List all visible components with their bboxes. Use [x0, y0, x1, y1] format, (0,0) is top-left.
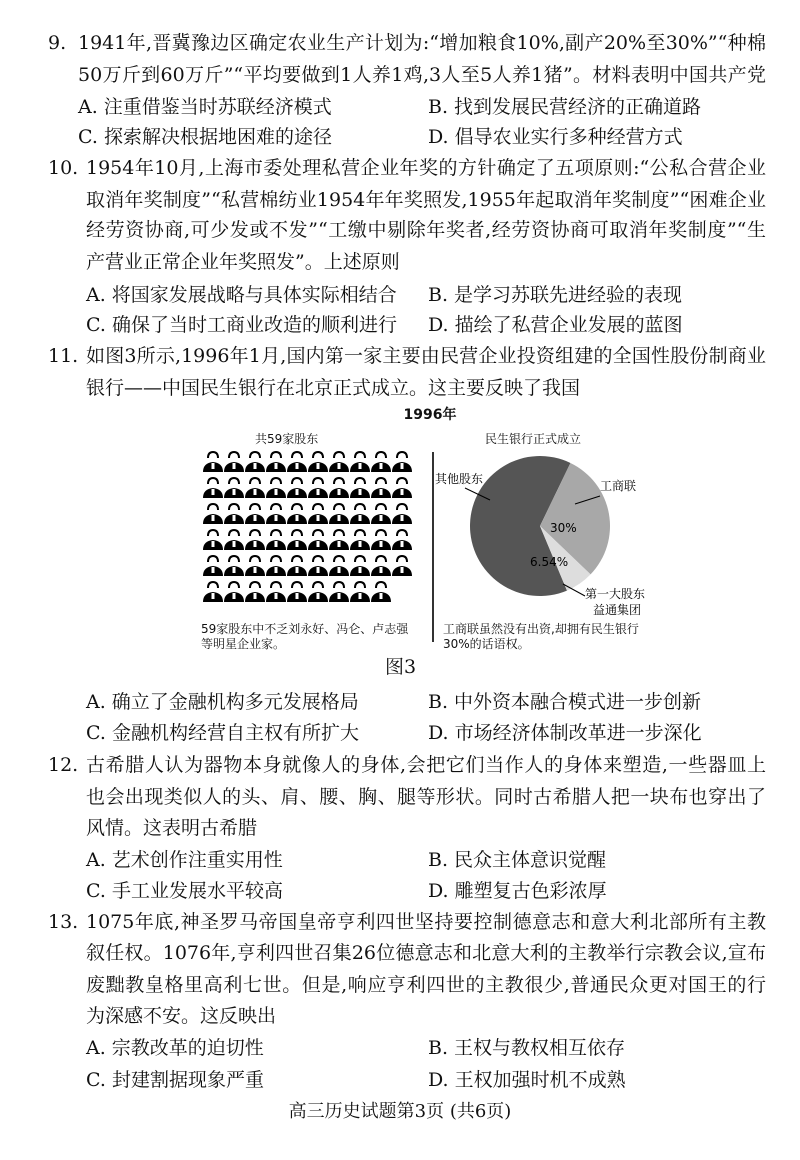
shareholder-person-icon — [203, 528, 221, 550]
shareholder-person-icon — [224, 528, 242, 550]
pie-label-other-shareholders: 其他股东 — [435, 472, 484, 486]
shareholder-person-icon — [245, 450, 263, 472]
option-a[interactable]: A. 注重借鉴当时苏联经济模式 — [78, 96, 332, 118]
shareholder-person-icon — [203, 580, 221, 602]
shareholder-person-icon — [392, 554, 410, 576]
shareholder-person-icon — [224, 502, 242, 524]
shareholder-person-icon — [308, 528, 326, 550]
shareholder-person-icon — [287, 580, 305, 602]
question-number: 13. — [48, 911, 79, 933]
shareholder-person-icon — [392, 476, 410, 498]
option-c[interactable]: C. 探索解决根据地困难的途径 — [78, 126, 332, 148]
option-b[interactable]: B. 找到发展民营经济的正确道路 — [428, 96, 702, 118]
shareholder-person-icon — [245, 580, 263, 602]
shareholder-person-icon — [224, 554, 242, 576]
shareholder-person-icon — [245, 554, 263, 576]
option-c[interactable]: C. 金融机构经营自主权有所扩大 — [86, 722, 359, 744]
shareholder-person-icon — [329, 528, 347, 550]
option-d[interactable]: D. 市场经济体制改革进一步深化 — [428, 722, 702, 744]
option-c[interactable]: C. 封建割据现象严重 — [86, 1069, 264, 1091]
option-c[interactable]: C. 手工业发展水平较高 — [86, 880, 283, 902]
question-text: 风情。这表明古希腊 — [86, 817, 258, 839]
option-a[interactable]: A. 艺术创作注重实用性 — [86, 849, 283, 871]
left-panel-title: 共59家股东 — [255, 432, 319, 446]
option-a[interactable]: A. 确立了金融机构多元发展格局 — [86, 691, 359, 713]
shareholder-person-icon — [203, 476, 221, 498]
question-number: 12. — [48, 754, 79, 776]
option-d[interactable]: D. 王权加强时机不成熟 — [428, 1069, 626, 1091]
shareholder-person-icon — [329, 554, 347, 576]
shareholder-person-icon — [287, 450, 305, 472]
pie-label-federation: 工商联 — [600, 479, 637, 493]
shareholder-person-icon — [266, 554, 284, 576]
shareholder-person-icon — [392, 502, 410, 524]
question-text: 1954年10月,上海市委处理私营企业年奖的方针确定了五项原则:“公私合营企业 — [86, 157, 766, 179]
shareholder-person-icon — [371, 580, 389, 602]
shareholder-person-icon — [350, 450, 368, 472]
pie-label-largest-shareholder: 益通集团 — [593, 603, 642, 617]
shareholder-person-icon — [224, 476, 242, 498]
shareholder-person-icon — [203, 450, 221, 472]
shareholder-person-icon — [308, 450, 326, 472]
right-caption: 30%的话语权。 — [443, 637, 530, 651]
shareholder-person-icon — [287, 528, 305, 550]
left-caption: 等明星企业家。 — [201, 637, 286, 651]
option-d[interactable]: D. 倡导农业实行多种经营方式 — [428, 126, 683, 148]
question-text: 叙任权。1076年,亨利四世召集26位德意志和北意大利的主教举行宗教会议,宣布 — [86, 942, 766, 964]
panel-divider — [432, 452, 434, 642]
shareholder-person-icon — [203, 554, 221, 576]
shareholder-person-icon — [350, 528, 368, 550]
shareholder-person-icon — [329, 502, 347, 524]
question-text: 经劳资协商,可少发或不发”“工缴中剔除年奖者,经劳资协商可取消年奖制度”“生 — [86, 219, 766, 241]
shareholder-person-icon — [371, 554, 389, 576]
question-text: 废黜教皇格里高利七世。但是,响应亨利四世的主教很少,普通民众更对国王的行 — [86, 974, 766, 996]
shareholder-person-icon — [287, 502, 305, 524]
pie-label-largest-shareholder: 第一大股东 — [585, 587, 646, 601]
shareholder-person-icon — [371, 528, 389, 550]
shareholder-person-icon — [350, 554, 368, 576]
question-text: 1075年底,神圣罗马帝国皇帝亨利四世坚持要控制德意志和意大利北部所有主教 — [86, 911, 766, 933]
question-number: 10. — [48, 157, 79, 179]
pie-value-label: 30% — [550, 521, 577, 535]
question-text: 取消年奖制度”“私营棉纺业1954年年奖照发,1955年起取消年奖制度”“困难企业 — [86, 189, 766, 211]
shareholder-person-icon — [392, 528, 410, 550]
shareholder-person-icon — [266, 528, 284, 550]
figure-title: 1996年 — [403, 407, 457, 423]
shareholder-person-icon — [371, 476, 389, 498]
option-a[interactable]: A. 宗教改革的迫切性 — [86, 1037, 264, 1059]
option-b[interactable]: B. 是学习苏联先进经验的表现 — [428, 284, 683, 306]
question-text: 古希腊人认为器物本身就像人的身体,会把它们当作人的身体来塑造,一些器皿上 — [86, 754, 766, 776]
question-text: 50万斤到60万斤”“平均要做到1人养1鸡,3人至5人养1猪”。材料表明中国共产党 — [78, 64, 766, 86]
option-b[interactable]: B. 中外资本融合模式进一步创新 — [428, 691, 702, 713]
shareholder-person-icon — [245, 476, 263, 498]
question-text: 也会出现类似人的头、肩、腰、胸、腿等形状。同时古希腊人把一块布也穿出了 — [86, 786, 766, 808]
option-b[interactable]: B. 王权与教权相互依存 — [428, 1037, 626, 1059]
shareholder-person-icon — [329, 580, 347, 602]
shareholder-person-icon — [329, 476, 347, 498]
page-footer: 高三历史试题第3页 (共6页) — [288, 1101, 512, 1122]
option-d[interactable]: D. 描绘了私营企业发展的蓝图 — [428, 314, 683, 336]
left-caption: 59家股东中不乏刘永好、冯仑、卢志强 — [201, 622, 409, 636]
question-text: 银行——中国民生银行在北京正式成立。这主要反映了我国 — [86, 377, 581, 399]
shareholder-person-icon — [392, 450, 410, 472]
pie-chart — [435, 448, 665, 638]
shareholder-person-icon — [245, 502, 263, 524]
shareholder-person-icon — [350, 580, 368, 602]
question-number: 9. — [48, 32, 67, 54]
shareholder-person-icon — [224, 450, 242, 472]
shareholder-person-icon — [308, 554, 326, 576]
shareholder-person-icon — [350, 502, 368, 524]
right-caption: 工商联虽然没有出资,却拥有民生银行 — [443, 622, 639, 636]
question-text: 1941年,晋冀豫边区确定农业生产计划为:“增加粮食10%,副产20%至30%”“种棉 — [78, 32, 766, 54]
figure-3 — [195, 400, 665, 650]
option-c[interactable]: C. 确保了当时工商业改造的顺利进行 — [86, 314, 397, 336]
shareholder-person-icon — [203, 502, 221, 524]
figure-caption: 图3 — [385, 656, 417, 678]
shareholder-person-icon — [308, 502, 326, 524]
shareholder-person-icon — [308, 476, 326, 498]
shareholder-person-icon — [266, 580, 284, 602]
shareholder-person-icon — [308, 580, 326, 602]
shareholder-person-icon — [371, 502, 389, 524]
shareholder-person-icon — [266, 476, 284, 498]
shareholder-person-icon — [287, 476, 305, 498]
pie-value-label: 6.54% — [530, 555, 569, 569]
shareholder-person-icon — [266, 502, 284, 524]
shareholder-person-icon — [224, 580, 242, 602]
question-text: 为深感不安。这反映出 — [86, 1005, 277, 1027]
shareholder-person-icon — [350, 476, 368, 498]
question-number: 11. — [48, 345, 79, 367]
question-text: 产营业正常企业年奖照发”。上述原则 — [86, 251, 400, 273]
option-a[interactable]: A. 将国家发展战略与具体实际相结合 — [86, 284, 397, 306]
shareholder-person-icon — [371, 450, 389, 472]
option-d[interactable]: D. 雕塑复古色彩浓厚 — [428, 880, 607, 902]
question-text: 如图3所示,1996年1月,国内第一家主要由民营企业投资组建的全国性股份制商业 — [86, 345, 766, 367]
right-panel-title: 民生银行正式成立 — [485, 432, 582, 446]
shareholder-person-icon — [266, 450, 284, 472]
shareholder-person-icon — [329, 450, 347, 472]
shareholder-person-icon — [287, 554, 305, 576]
shareholder-person-icon — [245, 528, 263, 550]
option-b[interactable]: B. 民众主体意识觉醒 — [428, 849, 607, 871]
